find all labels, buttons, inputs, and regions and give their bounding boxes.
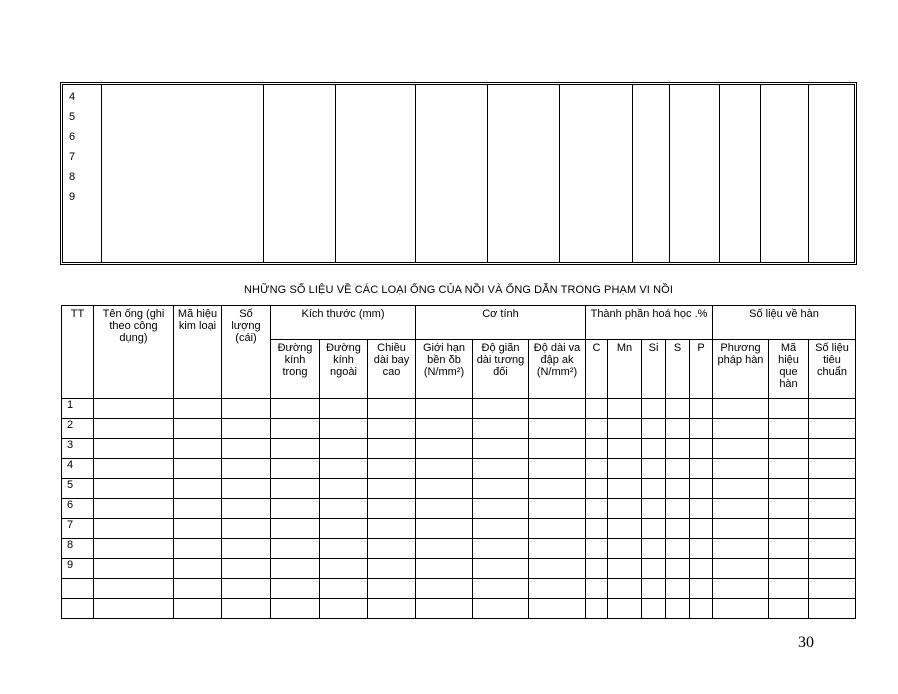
table-cell xyxy=(713,579,769,599)
table-cell xyxy=(608,519,642,539)
table-cell xyxy=(809,439,856,459)
header-p: P xyxy=(690,340,713,399)
table-cell xyxy=(271,559,320,579)
table-cell xyxy=(94,439,174,459)
table-cell xyxy=(271,479,320,499)
table-cell xyxy=(666,419,690,439)
row-number: 5 xyxy=(69,111,76,123)
table-cell xyxy=(271,519,320,539)
table-cell xyxy=(608,459,642,479)
table-cell xyxy=(473,479,529,499)
table-row xyxy=(62,459,856,479)
column-divider xyxy=(415,85,416,262)
table-cell xyxy=(94,579,174,599)
row-number: 9 xyxy=(69,191,76,203)
table-cell xyxy=(94,399,174,419)
table-cell xyxy=(769,599,809,619)
column-divider xyxy=(760,85,761,262)
table-cell xyxy=(690,539,713,559)
table-cell xyxy=(222,599,271,619)
column-divider xyxy=(559,85,560,262)
table-cell xyxy=(529,419,586,439)
table-cell xyxy=(529,439,586,459)
table-cell xyxy=(416,479,473,499)
table-cell xyxy=(690,399,713,419)
table-cell xyxy=(222,519,271,539)
table-cell xyxy=(174,599,222,619)
table-cell xyxy=(529,559,586,579)
table-cell xyxy=(586,439,608,459)
table-cell xyxy=(666,399,690,419)
table-cell xyxy=(769,559,809,579)
header-pipe-name: Tên ống (ghi theo công dụng) xyxy=(94,306,174,399)
table-cell xyxy=(642,599,666,619)
table-cell xyxy=(174,579,222,599)
table-cell xyxy=(690,419,713,439)
table-row xyxy=(62,579,856,599)
column-divider xyxy=(632,85,633,262)
table-row xyxy=(62,479,856,499)
column-divider xyxy=(808,85,809,262)
table-cell xyxy=(320,479,368,499)
table-cell xyxy=(416,519,473,539)
row-number: 8 xyxy=(69,171,76,183)
row-number: 3 xyxy=(62,439,94,459)
table-cell xyxy=(368,579,416,599)
table-cell xyxy=(713,459,769,479)
table-cell xyxy=(368,539,416,559)
table-cell xyxy=(586,599,608,619)
table-row xyxy=(62,519,856,539)
table-cell xyxy=(769,399,809,419)
row-number: 6 xyxy=(69,131,76,143)
table-cell xyxy=(174,399,222,419)
header-dimensions: Kích thước (mm) xyxy=(271,306,416,340)
row-number xyxy=(62,599,94,619)
header-electrode-code: Mã hiệu que hàn xyxy=(769,340,809,399)
table-cell xyxy=(271,439,320,459)
table-cell xyxy=(769,419,809,439)
table-cell xyxy=(666,519,690,539)
table-cell xyxy=(642,459,666,479)
table-cell xyxy=(713,539,769,559)
table-cell xyxy=(222,459,271,479)
table-cell xyxy=(666,499,690,519)
table-cell xyxy=(473,579,529,599)
table-cell xyxy=(222,559,271,579)
table-cell xyxy=(642,479,666,499)
row-number: 5 xyxy=(62,479,94,499)
table-cell xyxy=(368,559,416,579)
table-cell xyxy=(94,519,174,539)
table-cell xyxy=(666,439,690,459)
table-cell xyxy=(368,499,416,519)
header-si: Si xyxy=(642,340,666,399)
table-cell xyxy=(320,459,368,479)
table-cell xyxy=(368,459,416,479)
table-cell xyxy=(608,559,642,579)
header-length: Chiều dài bay cao xyxy=(368,340,416,399)
table-cell xyxy=(473,439,529,459)
table-cell xyxy=(94,599,174,619)
table-cell xyxy=(368,519,416,539)
row-number: 7 xyxy=(69,151,76,163)
column-divider xyxy=(101,85,102,262)
header-weld-method: Phương pháp hàn xyxy=(713,340,769,399)
table-cell xyxy=(174,519,222,539)
header-outer-diameter: Đường kính ngoài xyxy=(320,340,368,399)
table-cell xyxy=(608,579,642,599)
table-cell xyxy=(809,579,856,599)
table-cell xyxy=(368,439,416,459)
table-body xyxy=(62,399,856,619)
table-cell xyxy=(690,499,713,519)
table-row xyxy=(62,539,856,559)
table-cell xyxy=(769,459,809,479)
table-cell xyxy=(608,419,642,439)
table-cell xyxy=(666,579,690,599)
page-number: 30 xyxy=(798,634,814,651)
header-quantity: Số lượng (cái) xyxy=(222,306,271,399)
table-cell xyxy=(271,539,320,559)
table-cell xyxy=(174,439,222,459)
table-cell xyxy=(690,559,713,579)
table-cell xyxy=(473,419,529,439)
table-cell xyxy=(529,499,586,519)
table-cell xyxy=(271,599,320,619)
header-c: C xyxy=(586,340,608,399)
header-chemical: Thành phần hoá học .% xyxy=(586,306,713,340)
table-cell xyxy=(809,519,856,539)
table-row xyxy=(62,499,856,519)
table-title: NHỮNG SỐ LIỆU VỀ CÁC LOẠI ỐNG CỦA NỒI VÀ ỐNG DẪN TRONG PHẠM VI NỒI xyxy=(244,284,673,296)
column-divider xyxy=(719,85,720,262)
table-cell xyxy=(586,519,608,539)
row-number: 8 xyxy=(62,539,94,559)
table-cell xyxy=(666,459,690,479)
table-cell xyxy=(713,519,769,539)
table-cell xyxy=(529,539,586,559)
header-inner-diameter: Đường kính trong xyxy=(271,340,320,399)
continued-table xyxy=(60,82,857,265)
table-cell xyxy=(769,519,809,539)
table-cell xyxy=(529,599,586,619)
table-cell xyxy=(690,439,713,459)
table-cell xyxy=(713,479,769,499)
table-cell xyxy=(690,519,713,539)
column-divider xyxy=(487,85,488,262)
table-cell xyxy=(94,479,174,499)
table-cell xyxy=(368,419,416,439)
table-cell xyxy=(529,579,586,599)
table-cell xyxy=(586,419,608,439)
table-row xyxy=(62,399,856,419)
table-cell xyxy=(222,499,271,519)
table-cell xyxy=(320,439,368,459)
continued-row-numbers xyxy=(69,87,75,207)
table-cell xyxy=(222,399,271,419)
table-cell xyxy=(320,599,368,619)
table-cell xyxy=(368,479,416,499)
table-cell xyxy=(586,459,608,479)
table-cell xyxy=(769,579,809,599)
table-cell xyxy=(94,499,174,519)
pipe-data-table xyxy=(61,305,856,619)
row-number: 4 xyxy=(62,459,94,479)
table-cell xyxy=(416,499,473,519)
table-cell xyxy=(713,599,769,619)
column-divider xyxy=(335,85,336,262)
row-number: 1 xyxy=(62,399,94,419)
table-cell xyxy=(809,419,856,439)
header-mechanical: Cơ tính xyxy=(416,306,586,340)
table-cell xyxy=(529,479,586,499)
column-divider xyxy=(669,85,670,262)
table-cell xyxy=(586,499,608,519)
table-row xyxy=(62,559,856,579)
table-cell xyxy=(666,479,690,499)
row-number: 7 xyxy=(62,519,94,539)
table-cell xyxy=(271,419,320,439)
table-cell xyxy=(473,519,529,539)
table-cell xyxy=(642,539,666,559)
table-cell xyxy=(174,539,222,559)
table-cell xyxy=(690,459,713,479)
table-cell xyxy=(320,559,368,579)
table-cell xyxy=(473,539,529,559)
table-cell xyxy=(473,599,529,619)
table-cell xyxy=(642,439,666,459)
table-cell xyxy=(529,519,586,539)
table-cell xyxy=(608,599,642,619)
table-cell xyxy=(586,579,608,599)
table-cell xyxy=(586,539,608,559)
header-tensile-limit: Giới hạn bền δb (N/mm²) xyxy=(416,340,473,399)
table-cell xyxy=(94,419,174,439)
table-cell xyxy=(368,399,416,419)
header-welding: Số liệu về hàn xyxy=(713,306,856,340)
header-mn: Mn xyxy=(608,340,642,399)
table-cell xyxy=(416,539,473,559)
header-s: S xyxy=(666,340,690,399)
table-cell xyxy=(642,519,666,539)
table-cell xyxy=(809,559,856,579)
table-cell xyxy=(222,479,271,499)
table-cell xyxy=(809,459,856,479)
table-cell xyxy=(713,499,769,519)
table-cell xyxy=(222,579,271,599)
table-cell xyxy=(608,399,642,419)
table-cell xyxy=(320,539,368,559)
table-cell xyxy=(769,479,809,499)
table-cell xyxy=(713,559,769,579)
table-row xyxy=(62,599,856,619)
table-cell xyxy=(320,499,368,519)
table-cell xyxy=(642,419,666,439)
table-cell xyxy=(174,419,222,439)
table-cell xyxy=(586,479,608,499)
header-impact: Độ dài va đập ak (N/mm²) xyxy=(529,340,586,399)
table-cell xyxy=(368,599,416,619)
table-cell xyxy=(608,439,642,459)
table-cell xyxy=(769,539,809,559)
table-cell xyxy=(642,399,666,419)
table-cell xyxy=(222,539,271,559)
table-cell xyxy=(473,459,529,479)
table-cell xyxy=(666,559,690,579)
table-cell xyxy=(690,599,713,619)
table-cell xyxy=(94,459,174,479)
header-standard-data: Số liệu tiêu chuẩn xyxy=(809,340,856,399)
table-cell xyxy=(320,579,368,599)
table-cell xyxy=(416,599,473,619)
table-cell xyxy=(809,399,856,419)
table-cell xyxy=(320,399,368,419)
table-cell xyxy=(666,539,690,559)
table-cell xyxy=(94,559,174,579)
table-cell xyxy=(666,599,690,619)
table-row xyxy=(62,419,856,439)
row-number: 6 xyxy=(62,499,94,519)
table-cell xyxy=(174,459,222,479)
row-number: 2 xyxy=(62,419,94,439)
table-cell xyxy=(809,499,856,519)
row-number: 4 xyxy=(69,91,76,103)
table-cell xyxy=(416,559,473,579)
table-cell xyxy=(769,499,809,519)
table-cell xyxy=(473,399,529,419)
table-cell xyxy=(642,559,666,579)
table-cell xyxy=(416,579,473,599)
table-cell xyxy=(690,479,713,499)
header-metal-code: Mã hiệu kim loại xyxy=(174,306,222,399)
table-cell xyxy=(586,559,608,579)
header-elongation: Độ giãn dài tương đối xyxy=(473,340,529,399)
table-cell xyxy=(608,479,642,499)
table-cell xyxy=(713,439,769,459)
table-cell xyxy=(473,559,529,579)
table-cell xyxy=(713,399,769,419)
table-cell xyxy=(608,539,642,559)
table-cell xyxy=(416,439,473,459)
header-tt: TT xyxy=(62,306,94,399)
table-cell xyxy=(320,519,368,539)
table-cell xyxy=(271,459,320,479)
table-cell xyxy=(271,499,320,519)
table-cell xyxy=(642,499,666,519)
table-cell xyxy=(809,599,856,619)
table-cell xyxy=(529,459,586,479)
table-cell xyxy=(809,539,856,559)
table-cell xyxy=(416,399,473,419)
table-cell xyxy=(608,499,642,519)
column-divider xyxy=(263,85,264,262)
table-cell xyxy=(586,399,608,419)
table-cell xyxy=(529,399,586,419)
row-number: 9 xyxy=(62,559,94,579)
table-cell xyxy=(174,499,222,519)
table-cell xyxy=(271,399,320,419)
table-cell xyxy=(473,499,529,519)
table-cell xyxy=(809,479,856,499)
table-cell xyxy=(769,439,809,459)
table-cell xyxy=(320,419,368,439)
row-number xyxy=(62,579,94,599)
table-row xyxy=(62,439,856,459)
table-cell xyxy=(174,559,222,579)
table-cell xyxy=(174,479,222,499)
table-cell xyxy=(222,419,271,439)
table-cell xyxy=(642,579,666,599)
table-cell xyxy=(94,539,174,559)
table-cell xyxy=(271,579,320,599)
table-cell xyxy=(416,459,473,479)
table-cell xyxy=(713,419,769,439)
table-cell xyxy=(690,579,713,599)
table-cell xyxy=(416,419,473,439)
table-cell xyxy=(222,439,271,459)
